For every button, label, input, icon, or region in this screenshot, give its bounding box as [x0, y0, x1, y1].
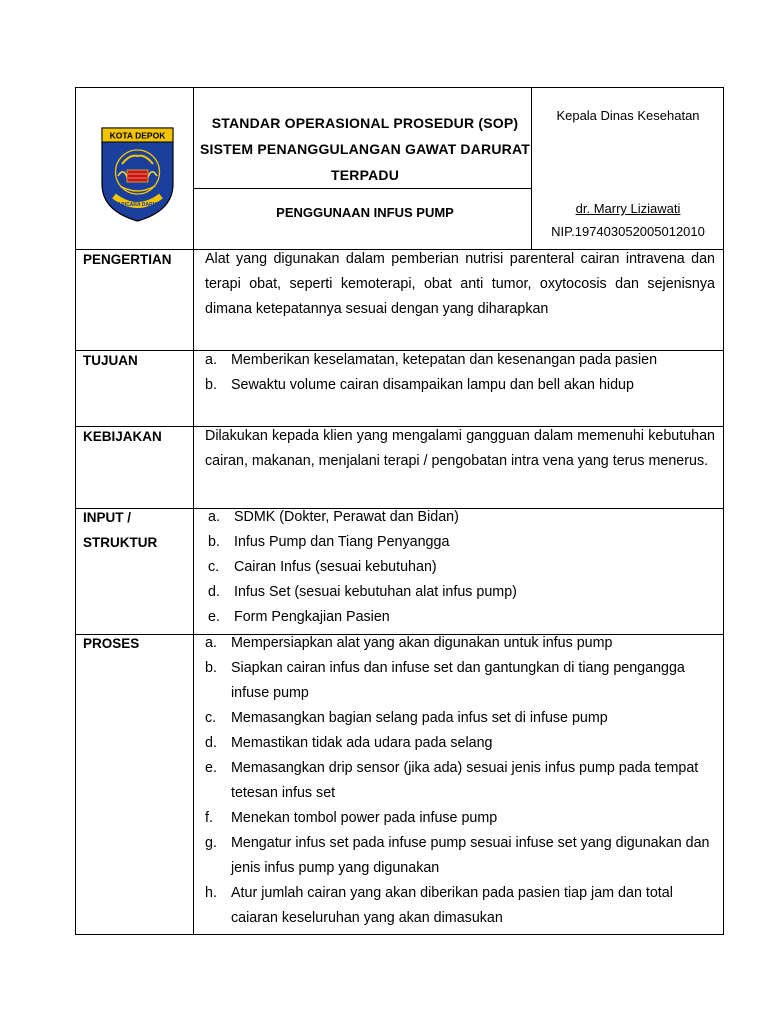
section-label-proses: PROSES: [83, 636, 140, 651]
section-label-input: INPUT /: [83, 510, 132, 525]
list-marker: d.: [205, 735, 217, 751]
list-item: [208, 530, 718, 555]
list-item: [205, 706, 715, 731]
tujuan-list: [205, 348, 715, 398]
list-item-text: Mengatur infus set pada infuse pump sesuai infuse set yang digunakan dan jenis infus pump yang digunakan: [231, 835, 710, 876]
list-item-text: Atur jumlah cairan yang akan diberikan pada pasien tiap jam dan total caiaran keseluruhan yang akan dimasukan: [231, 885, 673, 926]
list-marker: b.: [208, 534, 220, 550]
list-item-text: Memasangkan drip sensor (jika ada) sesuai jenis infus pump pada tempat tetesan infus set: [231, 760, 699, 801]
list-marker: g.: [205, 835, 217, 851]
list-item: [205, 831, 715, 881]
list-item: [205, 348, 715, 373]
kebijakan-text: Dilakukan kepada klien yang mengalami gangguan dalam memenuhi kebutuhan cairan, makanan, menjalani terapi / pengobatan intra vena yang terus menerus.: [205, 428, 715, 469]
list-marker: e.: [208, 609, 220, 625]
logo-banner-text: KOTA DEPOK: [109, 130, 166, 141]
list-item: [208, 555, 718, 580]
list-item: [205, 656, 715, 706]
list-item-text: Memasangkan bagian selang pada infus set di infuse pump: [231, 710, 608, 726]
list-item: [205, 373, 715, 398]
list-item: [205, 631, 715, 656]
pengertian-text: Alat yang digunakan dalam pemberian nutrisi parenteral cairan intravena dan terapi obat, seperti kemoterapi, obat anti tumor, oxytocosis dan sejenisnya dimana ketepatannya sesuai dengan yang diharapkan: [205, 251, 715, 317]
list-item: [208, 580, 718, 605]
list-marker: a.: [205, 635, 217, 651]
logo-motto-text: PARICARA DARMA: [114, 202, 161, 208]
list-item-text: Infus Set (sesuai kebutuhan alat infus pump): [234, 584, 517, 600]
list-item: [208, 605, 718, 630]
list-item: [205, 756, 715, 806]
section-label-kebijakan: KEBIJAKAN: [83, 429, 162, 444]
list-marker: b.: [205, 660, 217, 676]
section-label-tujuan: TUJUAN: [83, 353, 138, 368]
sign-name: dr. Marry Liziawati: [575, 201, 681, 216]
list-item-text: Form Pengkajian Pasien: [234, 609, 390, 625]
list-item-text: SDMK (Dokter, Perawat dan Bidan): [234, 509, 459, 525]
header-divider: [193, 188, 531, 189]
list-item-text: Sewaktu volume cairan disampaikan lampu dan bell akan hidup: [231, 377, 634, 393]
kota-depok-emblem: [100, 126, 175, 222]
list-marker: c.: [208, 559, 220, 575]
list-item-text: Siapkan cairan infus dan infuse set dan gantungkan di tiang pengangga infuse pump: [231, 660, 685, 701]
list-marker: f.: [205, 810, 213, 826]
section-label-pengertian: PENGERTIAN: [83, 252, 172, 267]
list-marker: e.: [205, 760, 217, 776]
list-item: [205, 731, 715, 756]
list-marker: h.: [205, 885, 217, 901]
sign-role: Kepala Dinas Kesehatan: [556, 108, 700, 123]
list-item-text: Infus Pump dan Tiang Penyangga: [234, 534, 450, 550]
input-list: [208, 505, 718, 630]
list-item-text: Memberikan keselamatan, ketepatan dan kesenangan pada pasien: [231, 352, 658, 368]
list-item-text: Memastikan tidak ada udara pada selang: [231, 735, 493, 751]
list-item-text: Mempersiapkan alat yang akan digunakan untuk infus pump: [231, 635, 613, 651]
list-marker: d.: [208, 584, 220, 600]
list-marker: c.: [205, 710, 217, 726]
section-label-struktur: STRUKTUR: [83, 535, 158, 550]
list-item-text: Cairan Infus (sesuai kebutuhan): [234, 559, 437, 575]
list-marker: a.: [205, 352, 217, 368]
list-marker: a.: [208, 509, 220, 525]
sop-title: STANDAR OPERASIONAL PROSEDUR (SOP) SISTEM PENANGGULANGAN GAWAT DARURAT TERPADU: [199, 115, 531, 183]
sop-document: [75, 87, 724, 935]
list-item: [205, 806, 715, 831]
sop-subtitle: PENGGUNAAN INFUS PUMP: [276, 205, 454, 220]
list-item-text: Menekan tombol power pada infuse pump: [231, 810, 498, 826]
list-item: [205, 881, 715, 931]
list-marker: b.: [205, 377, 217, 393]
list-item: [208, 505, 718, 530]
proses-list: [205, 631, 715, 931]
sign-nip: NIP.197403052005012010: [551, 224, 705, 239]
